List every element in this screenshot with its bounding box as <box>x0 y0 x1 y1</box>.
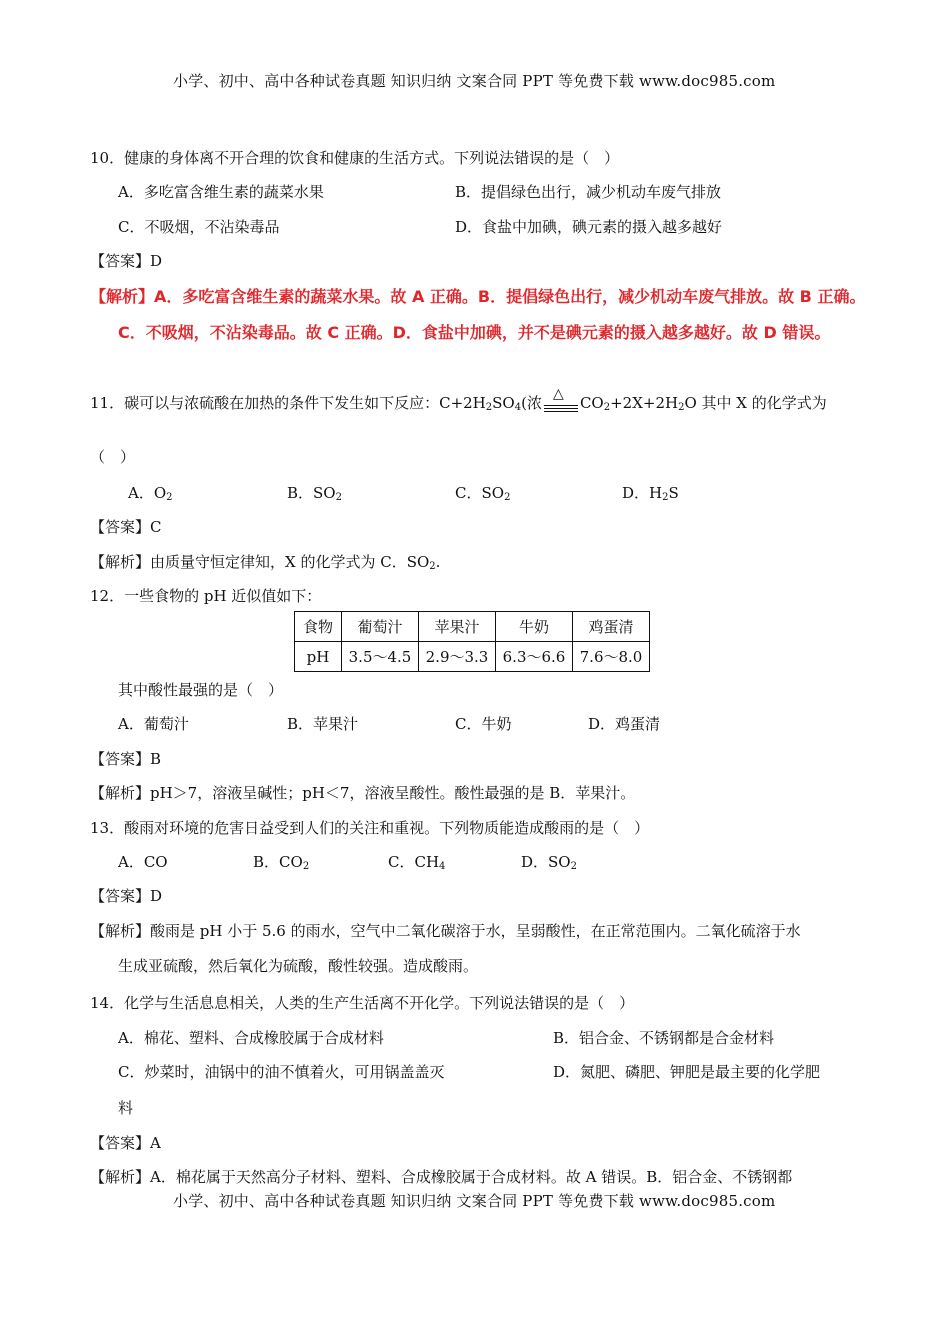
q13-analysis-line-2: 生成亚硫酸，然后氧化为硫酸，酸性较强。造成酸雨。 <box>118 957 479 975</box>
question-11-stem: 11．碳可以与浓硫酸在加热的条件下发生如下反应：$C+2H_2SO_4$(浓 △ $CO_2+2X+2H_2O$ 其中 X 的化学式为 <box>90 386 827 413</box>
q13-option-b: B．$CO_2$ <box>253 853 310 872</box>
q14-option-d-continued: 料 <box>118 1099 134 1117</box>
q11-option-b: B．$SO_2$ <box>287 484 342 503</box>
q11-analysis: 【解析】由质量守恒定律知，X 的化学式为 C．$SO_2$. <box>90 553 441 572</box>
q11-answer-paren: （ ） <box>90 448 136 466</box>
page-header: 小学、初中、高中各种试卷真题 知识归纳 文案合同 PPT 等免费下载 www.doc985.com <box>173 72 776 90</box>
table-cell: 牛奶 <box>496 612 573 642</box>
table-cell: 食物 <box>295 612 342 642</box>
q13-option-d: D．$SO_2$ <box>521 853 577 872</box>
q10-option-c: C．不吸烟，不沾染毒品 <box>118 218 280 236</box>
q10-option-a: A．多吃富含维生素的蔬菜水果 <box>118 183 324 201</box>
table-cell: 鸡蛋清 <box>573 612 650 642</box>
heat-triangle-icon: △ <box>552 386 564 402</box>
q11-option-c: C．$SO_2$ <box>455 484 511 503</box>
q13-option-c: C．$CH_4$ <box>388 853 446 872</box>
table-row <box>295 642 650 672</box>
table-cell: pH <box>295 642 342 672</box>
table-cell: 3.5～4.5 <box>342 642 419 672</box>
q10-answer: 【答案】D <box>90 252 163 270</box>
q10-analysis-line-2: C．不吸烟，不沾染毒品。故 C 正确。D．食盐中加碘，并不是碘元素的摄入越多越好。故 D 错误。 <box>118 323 831 342</box>
table-cell: 2.9～3.3 <box>419 642 496 672</box>
q14-option-b: B．铝合金、不锈钢都是合金材料 <box>553 1029 775 1047</box>
q10-option-b: B．提倡绿色出行，减少机动车废气排放 <box>455 183 722 201</box>
q14-option-a: A．棉花、塑料、合成橡胶属于合成材料 <box>118 1029 384 1047</box>
heat-reaction-sign <box>544 386 578 412</box>
page-footer: 小学、初中、高中各种试卷真题 知识归纳 文案合同 PPT 等免费下载 www.doc985.com <box>173 1192 776 1210</box>
q14-analysis-line-1: 【解析】A．棉花属于天然高分子材料、塑料、合成橡胶属于合成材料。故 A 错误。B．铝合金、不锈钢都 <box>90 1168 793 1186</box>
question-12-stem: 12．一些食物的 pH 近似值如下： <box>90 587 322 605</box>
table-cell: 7.6～8.0 <box>573 642 650 672</box>
q11-answer: 【答案】C <box>90 518 162 536</box>
ph-table <box>294 611 650 672</box>
q12-answer: 【答案】B <box>90 750 162 768</box>
q14-answer: 【答案】A <box>90 1134 161 1152</box>
table-cell: 6.3～6.6 <box>496 642 573 672</box>
q12-option-c: C．牛奶 <box>455 715 512 733</box>
q13-option-a: A．CO <box>118 853 168 871</box>
table-row <box>295 612 650 642</box>
q14-option-d: D．氮肥、磷肥、钾肥是最主要的化学肥 <box>553 1063 821 1081</box>
question-13-stem: 13．酸雨对环境的危害日益受到人们的关注和重视。下列物质能造成酸雨的是（ ） <box>90 819 650 837</box>
q11-option-d: D．$H_2S$ <box>622 484 679 503</box>
table-cell: 苹果汁 <box>419 612 496 642</box>
question-10-stem: 10．健康的身体离不开合理的饮食和健康的生活方式。下列说法错误的是（ ） <box>90 149 620 167</box>
q12-option-a: A．葡萄汁 <box>118 715 189 733</box>
q12-option-d: D．鸡蛋清 <box>588 715 661 733</box>
table-cell: 葡萄汁 <box>342 612 419 642</box>
q12-option-b: B．苹果汁 <box>287 715 359 733</box>
q11-option-a: A．$O_2$ <box>128 484 173 503</box>
question-14-stem: 14．化学与生活息息相关，人类的生产生活离不开化学。下列说法错误的是（ ） <box>90 994 635 1012</box>
q12-sub-stem: 其中酸性最强的是（ ） <box>118 681 284 699</box>
q10-analysis-line-1: 【解析】A．多吃富含维生素的蔬菜水果。故 A 正确。B．提倡绿色出行，减少机动车废气排放。故 B 正确。 <box>90 287 866 306</box>
q12-analysis: 【解析】pH＞7，溶液呈碱性；pH＜7，溶液呈酸性。酸性最强的是 B．苹果汁。 <box>90 784 636 802</box>
q13-analysis-line-1: 【解析】酸雨是 pH 小于 5.6 的雨水，空气中二氧化碳溶于水，呈弱酸性，在正常范围内。二氧化硫溶于水 <box>90 922 801 940</box>
q13-answer: 【答案】D <box>90 887 163 905</box>
q10-option-d: D．食盐中加碘，碘元素的摄入越多越好 <box>455 218 723 236</box>
q14-option-c: C．炒菜时，油锅中的油不慎着火，可用锅盖盖灭 <box>118 1063 445 1081</box>
